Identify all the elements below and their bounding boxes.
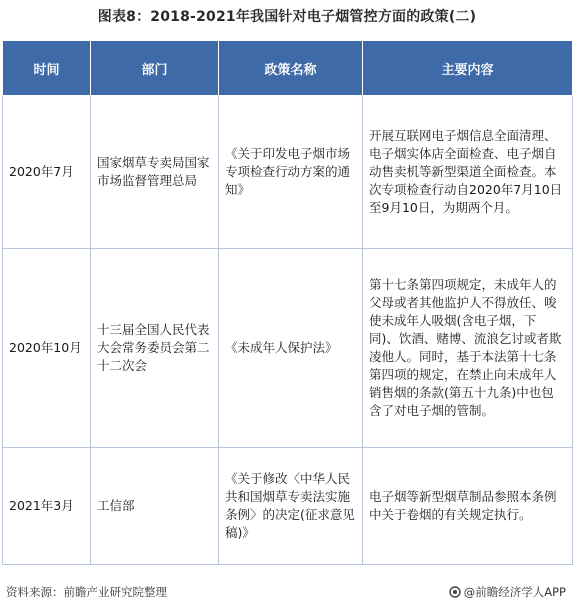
cell-time: 2021年3月 [3, 448, 91, 565]
cell-department: 国家烟草专卖局国家市场监督管理总局 [91, 96, 219, 249]
policy-table [2, 40, 573, 565]
table-row [3, 448, 573, 565]
cell-time: 2020年7月 [3, 96, 91, 249]
header-main-content: 主要内容 [363, 41, 573, 96]
brand-credit [449, 584, 566, 600]
source-note: 资料来源：前瞻产业研究院整理 [6, 585, 167, 599]
cell-main-content: 电子烟等新型烟草制品参照本条例中关于卷烟的有关规定执行。 [363, 448, 573, 565]
cell-main-content: 第十七条第四项规定，未成年人的父母或者其他监护人不得放任、唆使未成年人吸烟(含电子烟，下同)、饮酒、赌博、流浪乞讨或者欺凌他人。同时，基于本法第十七条第四项的规定，在禁止向未成年人销售烟的条款(第五十九条)中也包含了对电子烟的管制。 [363, 249, 573, 448]
cell-time: 2020年10月 [3, 249, 91, 448]
table-row [3, 249, 573, 448]
cell-policy-name: 《关于修改〈中华人民共和国烟草专卖法实施条例〉的决定(征求意见稿)》 [219, 448, 363, 565]
cell-department: 工信部 [91, 448, 219, 565]
header-department: 部门 [91, 41, 219, 96]
header-time: 时间 [3, 41, 91, 96]
table-header-row [3, 41, 573, 96]
cell-policy-name: 《关于印发电子烟市场专项检查行动方案的通知》 [219, 96, 363, 249]
chart-title: 图表8：2018-2021年我国针对电子烟管控方面的政策(二) [97, 9, 477, 25]
table-row [3, 96, 573, 249]
cell-main-content: 开展互联网电子烟信息全面清理、电子烟实体店全面检查、电子烟自动售卖机等新型渠道全面检查。本次专项检查行动自2020年7月10日至9月10日，为期两个月。 [363, 96, 573, 249]
header-policy-name: 政策名称 [219, 41, 363, 96]
brand-logo-icon [449, 586, 461, 598]
brand-text: @前瞻经济学人APP [463, 585, 566, 599]
cell-policy-name: 《未成年人保护法》 [219, 249, 363, 448]
cell-department: 十三届全国人民代表大会常务委员会第二十二次会 [91, 249, 219, 448]
